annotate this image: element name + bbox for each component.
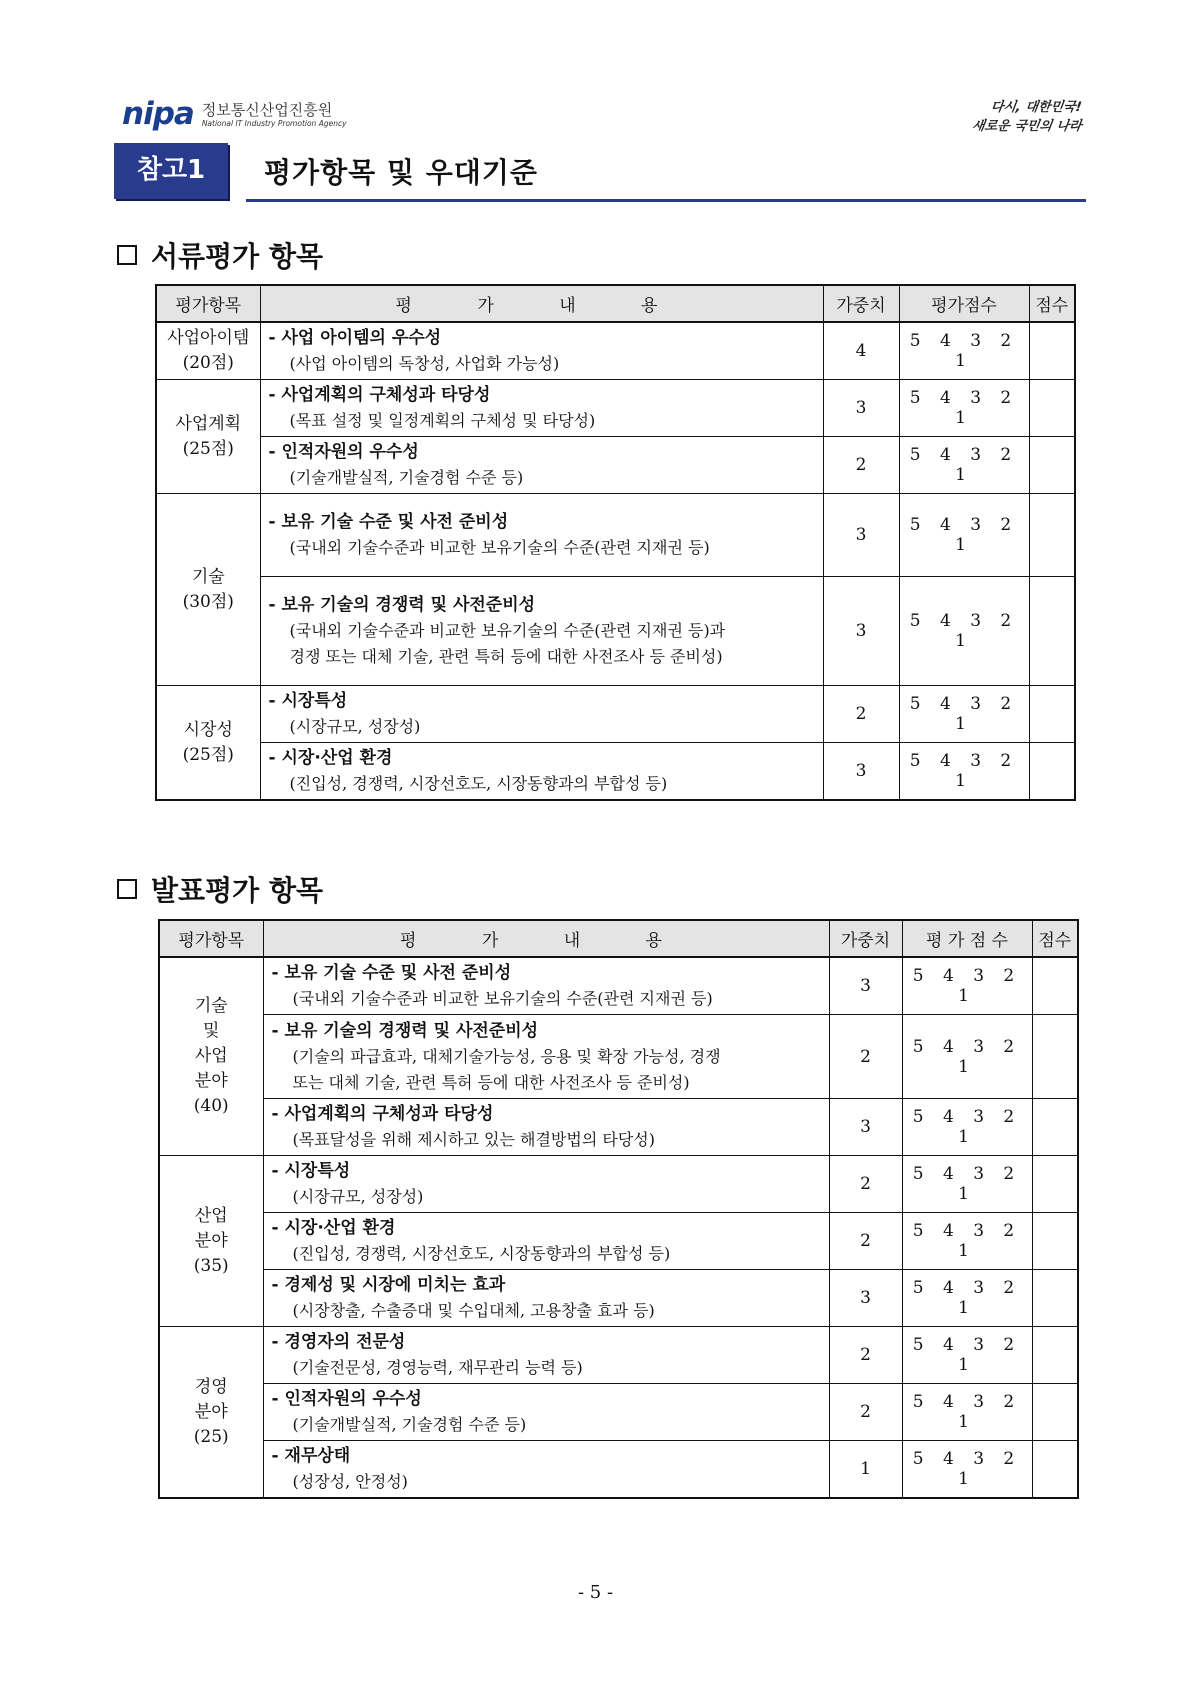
- content-cell: [263, 1213, 829, 1270]
- weight-cell: 2: [829, 1327, 902, 1384]
- table-row: [156, 322, 1075, 380]
- item-title: - 보유 기술 수준 및 사전 준비성: [271, 963, 512, 983]
- content-cell: [263, 1270, 829, 1327]
- category-line: (25): [193, 1426, 229, 1447]
- table-row: [159, 1213, 1078, 1270]
- scale-cell: 5 4 3 2 1: [899, 494, 1029, 577]
- table-row: [159, 957, 1078, 1015]
- logo-english-name: National IT Industry Promotion Agency: [201, 119, 347, 128]
- checkbox-square-icon: [117, 879, 137, 899]
- doc-eval-heading-text: 서류평가 항목: [151, 240, 324, 273]
- category-line: 경영: [194, 1376, 228, 1397]
- item-title: - 시장·산업 환경: [271, 1218, 396, 1238]
- item-description: (목표달성을 위해 제시하고 있는 해결방법의 타당성): [292, 1130, 655, 1149]
- item-title: - 시장특성: [268, 691, 348, 711]
- score-cell: [1032, 1213, 1078, 1270]
- content-cell: [263, 1384, 829, 1441]
- item-description: (시장규모, 성장성): [292, 1187, 424, 1206]
- scale-cell: 5 4 3 2 1: [899, 380, 1029, 437]
- table-row: [156, 494, 1075, 577]
- weight-cell: 1: [829, 1441, 902, 1499]
- table-row: [159, 1099, 1078, 1156]
- content-cell: [260, 686, 823, 743]
- title-badge: 참고1: [114, 143, 228, 199]
- category-cell: [159, 1327, 263, 1499]
- item-title: - 경제성 및 시장에 미치는 효과: [271, 1275, 506, 1295]
- logo-korean-name: 정보통신산업진흥원: [201, 101, 333, 119]
- category-cell: [159, 1156, 263, 1327]
- content-cell: [263, 1015, 829, 1099]
- item-title: - 보유 기술의 경쟁력 및 사전준비성: [268, 595, 536, 615]
- score-cell: [1029, 577, 1075, 686]
- header-score: 점수: [1029, 285, 1075, 322]
- content-cell: [263, 1327, 829, 1384]
- scale-cell: 5 4 3 2 1: [902, 1384, 1032, 1441]
- category-line: 분야: [194, 1401, 228, 1422]
- weight-cell: 3: [829, 957, 902, 1015]
- category-cell: [156, 686, 260, 801]
- score-cell: [1029, 437, 1075, 494]
- item-description: (목표 설정 및 일정계획의 구체성 및 타당성): [289, 411, 596, 430]
- table-row: [156, 686, 1075, 743]
- category-points: (25점): [182, 744, 234, 765]
- weight-cell: 4: [823, 322, 899, 380]
- content-cell: [260, 743, 823, 801]
- content-cell: [263, 957, 829, 1015]
- doc-eval-table: [155, 284, 1076, 801]
- item-description: (기술의 파급효과, 대체기술가능성, 응용 및 확장 가능성, 경쟁: [292, 1046, 721, 1066]
- table-row: [156, 437, 1075, 494]
- weight-cell: 3: [829, 1099, 902, 1156]
- table-row: [159, 1156, 1078, 1213]
- scale-cell: 5 4 3 2 1: [902, 1213, 1032, 1270]
- category-line: 분야: [194, 1071, 228, 1091]
- slogan: [972, 98, 1082, 136]
- slogan-line-1: 다시, 대한민국!: [990, 100, 1084, 115]
- pres-eval-heading-text: 발표평가 항목: [151, 874, 324, 907]
- category-cell: [159, 957, 263, 1156]
- content-cell: [263, 1441, 829, 1499]
- category-line: 기술: [194, 996, 228, 1016]
- weight-cell: 3: [829, 1270, 902, 1327]
- doc-eval-heading: [117, 235, 323, 275]
- content-cell: [260, 437, 823, 494]
- item-description: 또는 대체 기술, 관련 특허 등에 대한 사전조사 등 준비성): [292, 1072, 690, 1092]
- table-header-row: [156, 285, 1075, 322]
- category-line: 사업: [194, 1046, 228, 1066]
- item-title: - 경영자의 전문성: [271, 1332, 406, 1352]
- item-description: (성장성, 안정성): [292, 1472, 408, 1491]
- category-name: 시장성: [183, 719, 233, 740]
- score-cell: [1029, 322, 1075, 380]
- slogan-line-2: 새로운 국민의 나라: [971, 119, 1084, 134]
- score-cell: [1029, 686, 1075, 743]
- checkbox-square-icon: [117, 245, 137, 265]
- item-title: - 시장특성: [271, 1161, 351, 1181]
- score-cell: [1032, 1156, 1078, 1213]
- scale-cell: 5 4 3 2 1: [902, 1015, 1032, 1099]
- category-line: 및: [203, 1021, 220, 1041]
- item-description: (기술개발실적, 기술경험 수준 등): [289, 468, 524, 487]
- weight-cell: 2: [823, 437, 899, 494]
- category-cell: [156, 494, 260, 686]
- table-row: [159, 1015, 1078, 1099]
- category-line: (40): [193, 1096, 229, 1116]
- page-header: [122, 98, 1082, 140]
- item-title: - 보유 기술의 경쟁력 및 사전준비성: [271, 1020, 539, 1041]
- scale-cell: 5 4 3 2 1: [899, 437, 1029, 494]
- item-title: - 보유 기술 수준 및 사전 준비성: [268, 512, 509, 532]
- score-cell: [1029, 494, 1075, 577]
- item-description: (시장창출, 수출증대 및 수입대체, 고용창출 효과 등): [292, 1301, 655, 1320]
- category-points: (20점): [182, 353, 234, 373]
- category-cell: [156, 322, 260, 380]
- category-line: (35): [193, 1255, 229, 1276]
- header-score: 점수: [1032, 920, 1078, 957]
- header-scale: 평 가 점 수: [902, 920, 1032, 957]
- category-name: 기술: [191, 566, 225, 587]
- item-description: (진입성, 경쟁력, 시장선호도, 시장동향과의 부합성 등): [292, 1244, 671, 1263]
- category-points: (30점): [182, 591, 234, 612]
- item-title: - 재무상태: [271, 1446, 351, 1466]
- scale-cell: 5 4 3 2 1: [902, 1441, 1032, 1499]
- scale-cell: 5 4 3 2 1: [902, 1099, 1032, 1156]
- scale-cell: 5 4 3 2 1: [902, 1156, 1032, 1213]
- score-cell: [1032, 1015, 1078, 1099]
- score-cell: [1032, 1327, 1078, 1384]
- content-cell: [260, 380, 823, 437]
- table-row: [156, 380, 1075, 437]
- header-scale: 평가점수: [899, 285, 1029, 322]
- weight-cell: 2: [829, 1156, 902, 1213]
- item-title: - 사업 아이템의 우수성: [268, 328, 442, 348]
- table-row: [156, 743, 1075, 801]
- item-description: 경쟁 또는 대체 기술, 관련 특허 등에 대한 사전조사 등 준비성): [289, 647, 723, 666]
- pres-eval-heading: [117, 869, 323, 909]
- category-line: 분야: [194, 1230, 228, 1251]
- category-name: 사업계획: [175, 413, 242, 434]
- category-points: (25점): [182, 438, 234, 459]
- scale-cell: 5 4 3 2 1: [902, 1270, 1032, 1327]
- header-category: 평가항목: [156, 285, 260, 322]
- scale-cell: 5 4 3 2 1: [902, 957, 1032, 1015]
- score-cell: [1032, 1384, 1078, 1441]
- header-weight: 가중치: [823, 285, 899, 322]
- weight-cell: 2: [823, 686, 899, 743]
- content-cell: [260, 577, 823, 686]
- content-cell: [263, 1156, 829, 1213]
- pres-eval-table: [158, 919, 1079, 1499]
- scale-cell: 5 4 3 2 1: [899, 577, 1029, 686]
- table-row: [159, 1384, 1078, 1441]
- scale-cell: 5 4 3 2 1: [899, 686, 1029, 743]
- score-cell: [1032, 1099, 1078, 1156]
- category-name: 사업아이템: [167, 328, 250, 348]
- weight-cell: 3: [823, 494, 899, 577]
- item-title: - 사업계획의 구체성과 타당성: [268, 385, 491, 405]
- table-row: [159, 1441, 1078, 1499]
- score-cell: [1032, 957, 1078, 1015]
- header-category: 평가항목: [159, 920, 263, 957]
- title-underline: [246, 199, 1086, 202]
- category-cell: [156, 380, 260, 494]
- table-row: [159, 1327, 1078, 1384]
- item-description: (사업 아이템의 독창성, 사업화 가능성): [289, 354, 560, 373]
- item-title: - 사업계획의 구체성과 타당성: [271, 1104, 494, 1124]
- item-description: (국내외 기술수준과 비교한 보유기술의 수준(관련 지재권 등): [292, 989, 713, 1008]
- item-description: (국내외 기술수준과 비교한 보유기술의 수준(관련 지재권 등): [289, 538, 710, 557]
- logo-mark: nipa: [122, 96, 194, 132]
- nipa-logo: [122, 98, 347, 130]
- content-cell: [260, 494, 823, 577]
- weight-cell: 2: [829, 1015, 902, 1099]
- page-title: 평가항목 및 우대기준: [264, 156, 538, 189]
- scale-cell: 5 4 3 2 1: [899, 743, 1029, 801]
- item-description: (시장규모, 성장성): [289, 717, 421, 736]
- score-cell: [1029, 743, 1075, 801]
- category-line: 산업: [194, 1205, 228, 1226]
- weight-cell: 2: [829, 1213, 902, 1270]
- item-description: (국내외 기술수준과 비교한 보유기술의 수준(관련 지재권 등)과: [289, 621, 726, 640]
- title-bar: [114, 143, 1084, 201]
- item-description: (진입성, 경쟁력, 시장선호도, 시장동향과의 부합성 등): [289, 774, 668, 793]
- weight-cell: 2: [829, 1384, 902, 1441]
- table-header-row: [159, 920, 1078, 957]
- item-title: - 인적자원의 우수성: [271, 1389, 422, 1409]
- item-description: (기술전문성, 경영능력, 재무관리 능력 등): [292, 1358, 583, 1377]
- score-cell: [1029, 380, 1075, 437]
- scale-cell: 5 4 3 2 1: [899, 322, 1029, 380]
- content-cell: [263, 1099, 829, 1156]
- score-cell: [1032, 1270, 1078, 1327]
- weight-cell: 3: [823, 743, 899, 801]
- page-number: - 5 -: [577, 1582, 614, 1603]
- header-weight: 가중치: [829, 920, 902, 957]
- item-title: - 인적자원의 우수성: [268, 442, 419, 462]
- header-content: 평 가 내 용: [263, 920, 829, 957]
- content-cell: [260, 322, 823, 380]
- table-row: [156, 577, 1075, 686]
- weight-cell: 3: [823, 577, 899, 686]
- weight-cell: 3: [823, 380, 899, 437]
- table-row: [159, 1270, 1078, 1327]
- scale-cell: 5 4 3 2 1: [902, 1327, 1032, 1384]
- item-title: - 시장·산업 환경: [268, 748, 393, 768]
- score-cell: [1032, 1441, 1078, 1499]
- item-description: (기술개발실적, 기술경험 수준 등): [292, 1415, 527, 1434]
- header-content: 평 가 내 용: [260, 285, 823, 322]
